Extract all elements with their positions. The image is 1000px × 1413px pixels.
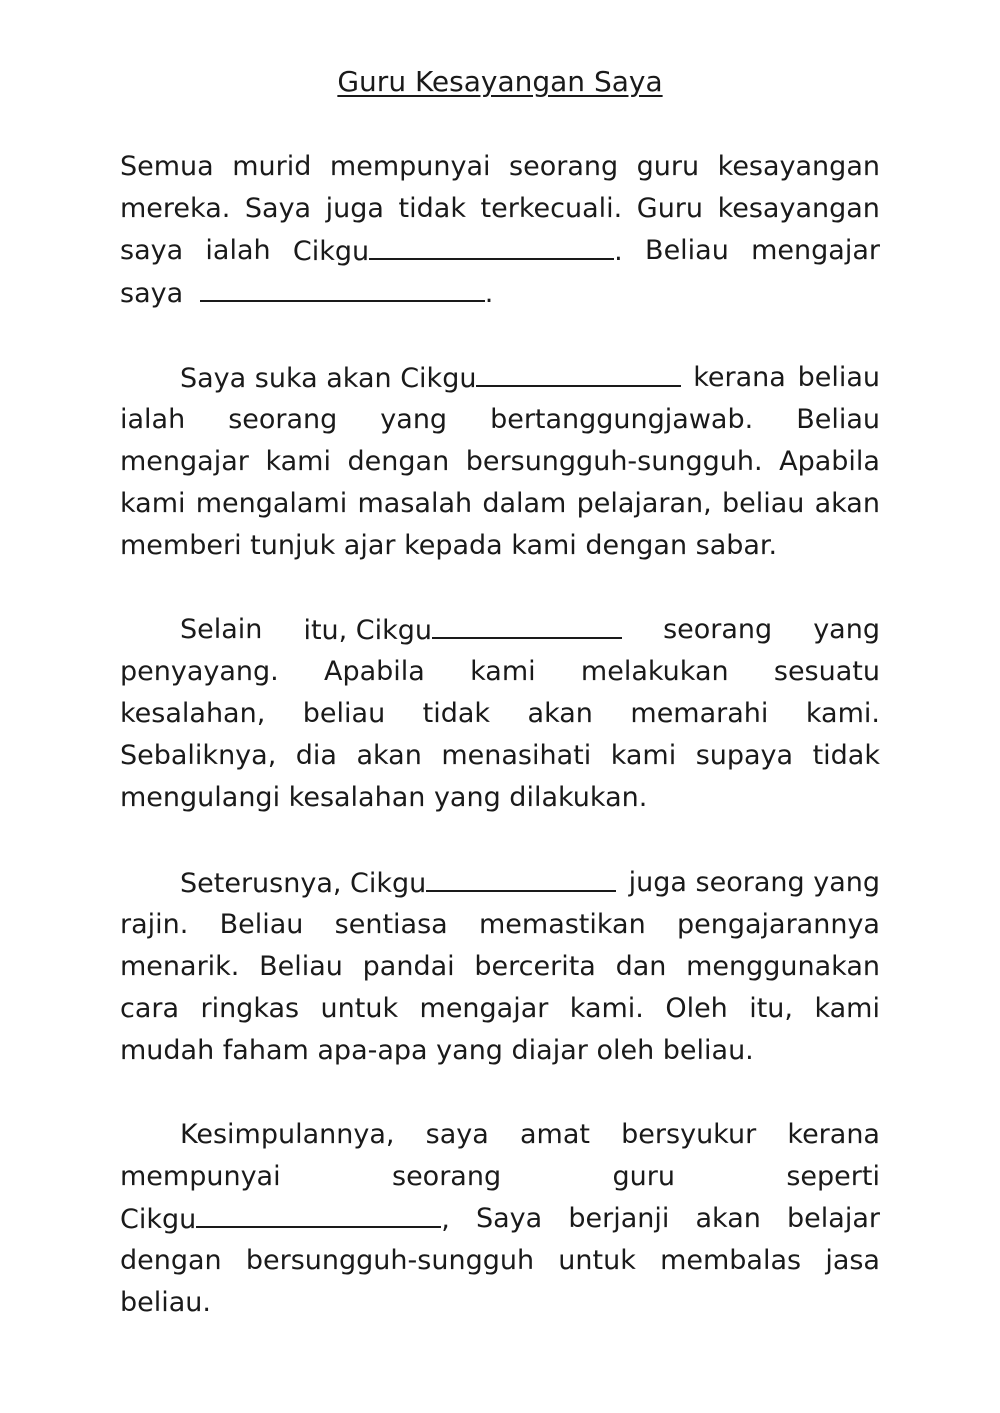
word: kami: [610, 740, 677, 771]
text-line: [120, 272, 493, 314]
word: penyayang.: [120, 656, 279, 687]
word: akan: [356, 740, 422, 771]
word: bersyukur: [621, 1119, 757, 1150]
word: akan: [695, 1203, 761, 1234]
word: menasihati: [441, 740, 592, 771]
fill-in-blank-teacher-name-5[interactable]: [196, 1198, 441, 1228]
word: dia: [295, 740, 337, 771]
word: terkecuali.: [480, 193, 623, 224]
phrase: itu, Cikgu: [303, 615, 433, 646]
word: akan: [814, 488, 880, 519]
word: kesayangan: [717, 151, 880, 182]
text-line: [120, 483, 880, 525]
word: kami: [265, 446, 331, 477]
word: Oleh: [665, 993, 728, 1024]
word: murid: [232, 151, 312, 182]
text-line: [120, 988, 880, 1030]
word: seorang: [228, 404, 338, 435]
word: cara: [120, 993, 180, 1024]
word: mengajar: [419, 993, 549, 1024]
word: kami: [814, 993, 880, 1024]
text-line: [120, 399, 880, 441]
text-line: [120, 777, 647, 819]
word: Sebaliknya,: [120, 740, 277, 771]
word: Selain: [180, 614, 263, 645]
word: Saya: [475, 1203, 543, 1234]
text-line: [180, 862, 880, 904]
word: sesuatu: [773, 656, 880, 687]
phrase: mudah faham apa-apa yang diajar oleh beliau.: [120, 1035, 754, 1066]
word: beliau.: [120, 1287, 211, 1318]
word: saya: [120, 278, 184, 309]
cikgu-with-blank: [293, 230, 623, 272]
word: yang: [380, 404, 448, 435]
punctuation: .: [614, 236, 623, 267]
word: guru: [612, 1161, 675, 1192]
word: dan: [615, 951, 667, 982]
word: bersungguh-sungguh: [245, 1245, 535, 1276]
text-line: [120, 904, 880, 946]
word: dengan: [347, 446, 450, 477]
word: mengajar: [751, 235, 880, 266]
word: memastikan: [478, 909, 646, 940]
fill-in-blank-teacher-name-3[interactable]: [432, 609, 622, 639]
word: Beliau: [796, 404, 880, 435]
word: kami: [470, 656, 536, 687]
word: ringkas: [200, 993, 300, 1024]
word: kami.: [569, 993, 644, 1024]
word: untuk: [320, 993, 399, 1024]
word: ialah: [120, 404, 186, 435]
word: saya: [120, 235, 184, 266]
phrase: Seterusnya, Cikgu: [180, 868, 427, 899]
text-line: [120, 230, 880, 272]
word: dalam: [482, 488, 567, 519]
word: rajin.: [120, 909, 189, 940]
word: akan: [527, 698, 593, 729]
word: kerana: [693, 362, 786, 393]
word: kesalahan,: [120, 698, 266, 729]
text-line: [120, 1198, 880, 1240]
word: mereka.: [120, 193, 231, 224]
word: Beliau: [645, 235, 729, 266]
word: amat: [520, 1119, 590, 1150]
word: kami: [120, 488, 186, 519]
word: tidak: [812, 740, 880, 771]
word: belajar: [787, 1203, 880, 1234]
cikgu-with-blank: [120, 1198, 450, 1240]
word: menggunakan: [686, 951, 880, 982]
word: dengan: [120, 1245, 222, 1276]
word: juga: [325, 193, 384, 224]
cikgu-with-blank: [303, 609, 622, 651]
word: beliau: [721, 488, 805, 519]
word: pelajaran,: [576, 488, 712, 519]
text-line: [120, 1282, 211, 1324]
word: memarahi: [630, 698, 769, 729]
word: seorang: [392, 1161, 502, 1192]
text-line: [120, 188, 880, 230]
word: Cikgu: [292, 236, 370, 267]
text-line: [120, 693, 880, 735]
word: yang: [813, 614, 880, 645]
word: itu,: [749, 993, 794, 1024]
fill-in-blank-subject[interactable]: [200, 272, 485, 302]
word: membalas: [660, 1245, 802, 1276]
word: Beliau: [219, 909, 304, 940]
text-line: [120, 651, 880, 693]
word: Saya: [244, 193, 312, 224]
text-line: [120, 1240, 880, 1282]
punctuation: .: [484, 278, 494, 309]
word: supaya: [695, 740, 794, 771]
word: seorang: [509, 151, 619, 182]
word: guru: [636, 151, 700, 182]
word: saya: [425, 1119, 489, 1150]
text-line: [120, 946, 880, 988]
page-title: Guru Kesayangan Saya: [337, 65, 663, 98]
word: melakukan: [580, 656, 729, 687]
word: bersungguh-sungguh.: [465, 446, 763, 477]
word: ialah: [205, 235, 271, 266]
punctuation: ,: [441, 1204, 450, 1235]
text-line: [180, 357, 880, 399]
word: mengajar: [120, 446, 249, 477]
word: masalah: [357, 488, 473, 519]
word: Beliau: [259, 951, 343, 982]
word: Apabila: [779, 446, 880, 477]
text-line: [180, 1114, 880, 1156]
word: Kesimpulannya,: [180, 1119, 395, 1150]
word: berjanji: [568, 1203, 670, 1234]
text-line: [120, 146, 880, 188]
text-line: [180, 609, 880, 651]
word: untuk: [558, 1245, 636, 1276]
text-line: [120, 735, 880, 777]
fill-in-blank-teacher-name-1[interactable]: [369, 230, 614, 260]
word: seorang: [663, 614, 773, 645]
text-line: [120, 1156, 880, 1198]
word: mengalami: [195, 488, 348, 519]
word: beliau: [302, 698, 386, 729]
word: Apabila: [324, 656, 425, 687]
word: beliau: [797, 362, 880, 393]
word: tidak: [398, 193, 466, 224]
word: bertanggungjawab.: [490, 404, 754, 435]
word: pandai: [362, 951, 455, 982]
fill-in-blank-teacher-name-2[interactable]: [476, 357, 681, 387]
text-line: [120, 441, 880, 483]
cikgu-with-blank: [180, 357, 681, 399]
word: jasa: [825, 1245, 880, 1276]
phrase: mengulangi kesalahan yang dilakukan.: [120, 782, 648, 813]
word: Semua: [120, 151, 214, 182]
word: kesayangan: [717, 193, 880, 224]
text-line: [120, 1030, 754, 1072]
word: Guru: [636, 193, 704, 224]
word: Cikgu: [120, 1204, 197, 1235]
word: menarik.: [120, 951, 240, 982]
cikgu-with-blank: [180, 862, 616, 904]
text-line: [120, 525, 777, 567]
word: seperti: [786, 1161, 880, 1192]
word: pengajarannya: [676, 909, 880, 940]
phrase: juga seorang yang: [628, 867, 880, 898]
phrase: memberi tunjuk ajar kepada kami dengan sabar.: [120, 530, 778, 561]
word: tidak: [422, 698, 491, 729]
word: mempunyai: [120, 1161, 281, 1192]
word: mempunyai: [329, 151, 491, 182]
fill-in-blank-teacher-name-4[interactable]: [426, 862, 616, 892]
word: sentiasa: [334, 909, 448, 940]
word: kami.: [805, 698, 880, 729]
word: bercerita: [474, 951, 596, 982]
phrase: Saya suka akan Cikgu: [180, 363, 477, 394]
word: kerana: [787, 1119, 880, 1150]
